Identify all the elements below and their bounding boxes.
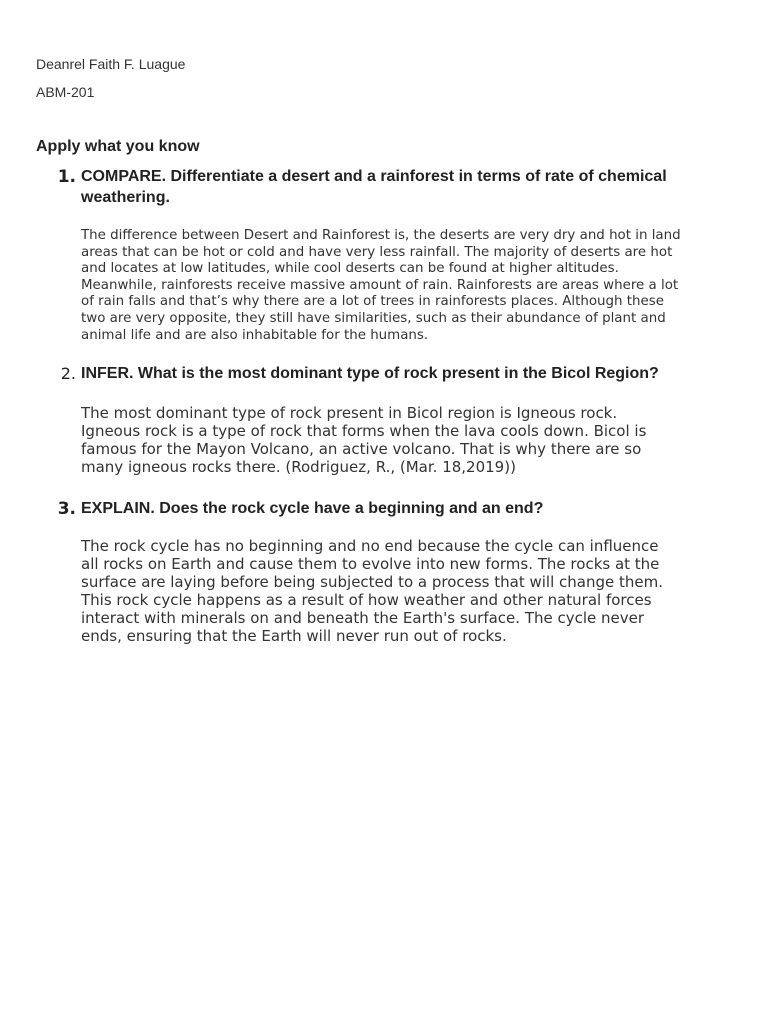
question-number: 2. <box>60 364 76 383</box>
answer-text: The difference between Desert and Rainforest is, the deserts are very dry and hot in land areas that can be hot or cold and have very less rainfall. The majority of deserts are hot and locates at low latitudes, while cool deserts can be found at higher altitudes. Meanwhile, rainforests receive massive amount of rain. Rainforests are areas where a lot of rain falls and that’s why there are a lot of trees in rainforests places. Although these two are very opposite, they still have similarities, such as their abundance of plant and animal life and are also inhabitable for the humans. <box>81 228 681 343</box>
question-prompt: COMPARE. Differentiate a desert and a rainforest in terms of rate of chemical weathering. <box>81 168 667 206</box>
question-prompt: EXPLAIN. Does the rock cycle have a beginning and an end? <box>81 500 544 517</box>
question-number: 1. <box>57 167 76 187</box>
question-prompt: INFER. What is the most dominant type of rock present in the Bicol Region? <box>81 365 659 382</box>
question-number: 3. <box>57 499 76 519</box>
section-heading: Apply what you know <box>36 138 200 155</box>
answer-text: The most dominant type of rock present in Bicol region is Igneous rock. Igneous rock is a type of rock that forms when the lava cools down. Bicol is famous for the Mayon Volcano, an active volcano. That is why there are so many igneous rocks there. (Rodriguez, R., (Mar. 18,2019)) <box>81 404 647 477</box>
answer-text: The rock cycle has no beginning and no end because the cycle can influence all rocks on Earth and cause them to evolve into new forms. The rocks at the surface are laying before being subjected to a process that will change them. This rock cycle happens as a result of how weather and other natural forces interact with minerals on and beneath the Earth's surface. The cycle never ends, ensuring that the Earth will never run out of rocks. <box>81 537 664 646</box>
student-name: Deanrel Faith F. Luague <box>36 56 186 72</box>
section-code: ABM-201 <box>36 84 95 100</box>
